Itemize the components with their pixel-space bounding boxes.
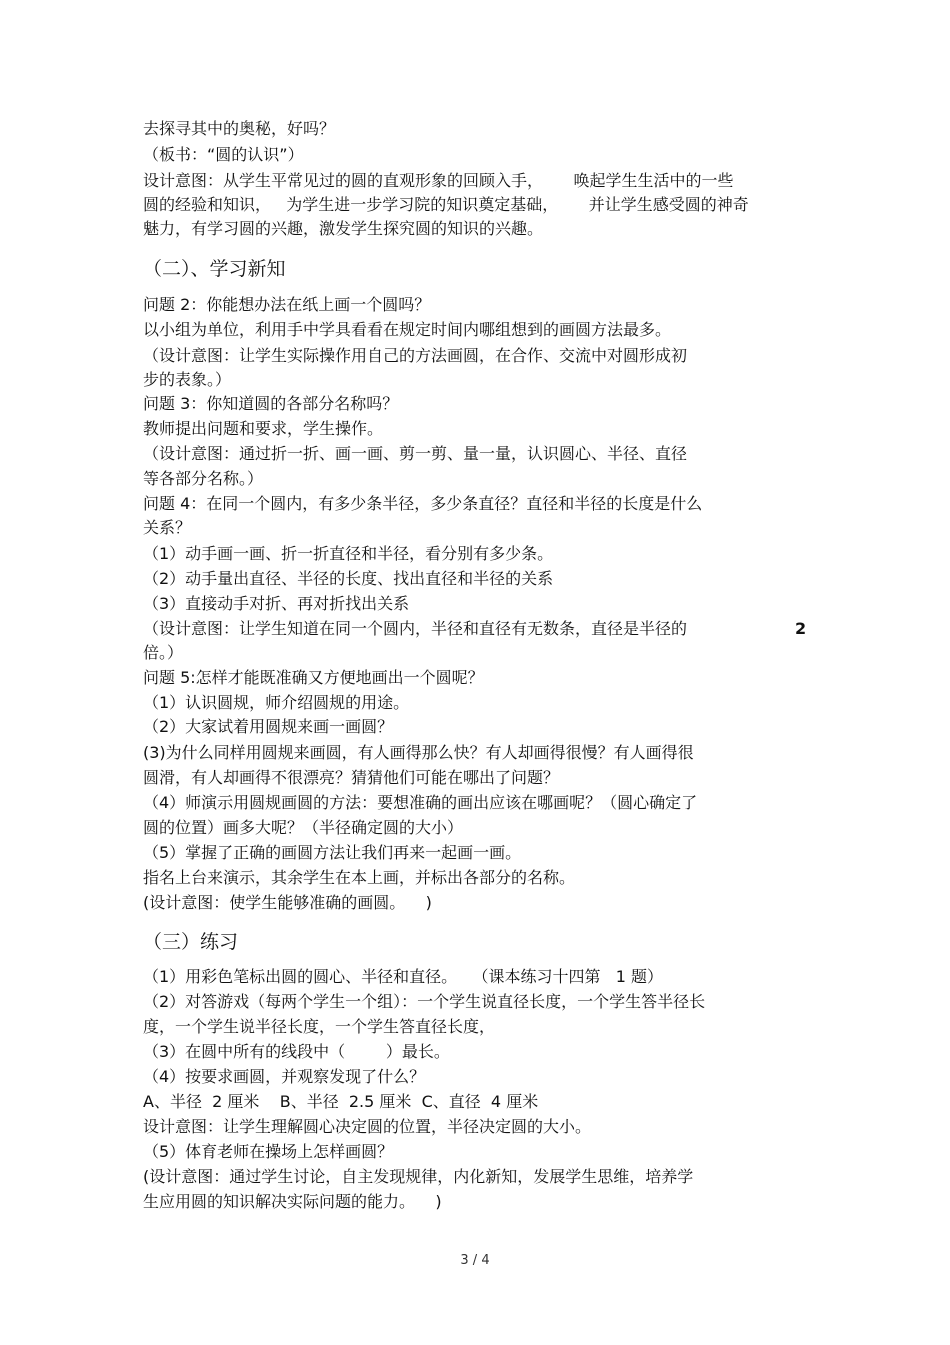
text-line: 去探寻其中的奥秘，好吗？ xyxy=(143,119,336,138)
text-line: （设计意图：通过折一折、画一画、剪一剪、量一量，认识圆心、半径、直径 xyxy=(143,444,688,463)
page-number: 3 / 4 xyxy=(460,1253,490,1268)
text-line: 倍。） xyxy=(143,643,184,662)
text-line: 设计意图：从学生平常见过的圆的直观形象的回顾入手， 唤起学生生活中的一些 xyxy=(143,171,734,190)
text-line: （设计意图：让学生知道在同一个圆内，半径和直径有无数条，直径是半径的 xyxy=(143,619,688,638)
text-line: （5）掌握了正确的画圆方法让我们再来一起画一画。 xyxy=(143,843,522,862)
text-line: (设计意图：使学生能够准确的画圆。 ) xyxy=(143,893,432,912)
text-line: （1）动手画一画、折一折直径和半径，看分别有多少条。 xyxy=(143,544,554,563)
text-line: （3）直接动手对折、再对折找出关系 xyxy=(143,594,410,613)
text-line: 度，一个学生说半径长度，一个学生答直径长度， xyxy=(143,1017,496,1036)
section-heading: （二）、学习新知 xyxy=(143,258,286,280)
text-line: 圆滑，有人却画得不很漂亮？猜猜他们可能在哪出了问题？ xyxy=(143,768,560,787)
text-line: （3）在圆中所有的线段中（ ）最长。 xyxy=(143,1042,450,1061)
text-line: （2）对答游戏（每两个学生一个组）：一个学生说直径长度，一个学生答半径长 xyxy=(143,992,706,1011)
section-heading: （三）练习 xyxy=(143,931,239,953)
text-line: 步的表象。） xyxy=(143,370,232,389)
text-line: 指名上台来演示，其余学生在本上画，并标出各部分的名称。 xyxy=(143,868,576,887)
text-line: 生应用圆的知识解决实际问题的能力。 ) xyxy=(143,1192,442,1211)
text-line: 问题 3：你知道圆的各部分名称吗？ xyxy=(143,394,399,413)
text-line: （设计意图：让学生实际操作用自己的方法画圆，在合作、交流中对圆形成初 xyxy=(143,346,688,365)
text-line: （板书：“圆的认识”） xyxy=(143,145,304,164)
text-line: 以小组为单位，利用手中学具看看在规定时间内哪组想到的画圆方法最多。 xyxy=(143,320,672,339)
text-line: （2）动手量出直径、半径的长度、找出直径和半径的关系 xyxy=(143,569,554,588)
text-line: （1）用彩色笔标出圆的圆心、半径和直径。 （课本练习十四第 1 题） xyxy=(143,967,663,986)
text-line: 圆的位置）画多大呢？（半径确定圆的大小） xyxy=(143,818,464,837)
text-line: 教师提出问题和要求，学生操作。 xyxy=(143,419,384,438)
text-line: （2）大家试着用圆规来画一画圆？ xyxy=(143,717,394,736)
text-line: （1）认识圆规，师介绍圆规的用途。 xyxy=(143,693,410,712)
text-line: A、半径 2 厘米 B、半径 2.5 厘米 C、直径 4 厘米 xyxy=(143,1092,539,1111)
text-line: 问题 4：在同一个圆内，有多少条半径，多少条直径？直径和半径的长度是什么 xyxy=(143,494,703,513)
margin-number: 2 xyxy=(795,619,807,638)
text-line: (设计意图：通过学生讨论，自主发现规律，内化新知，发展学生思维，培养学 xyxy=(143,1167,694,1186)
text-line: （4）按要求画圆，并观察发现了什么？ xyxy=(143,1067,426,1086)
text-line: （4）师演示用圆规画圆的方法：要想准确的画出应该在哪画呢？（圆心确定了 xyxy=(143,793,698,812)
text-line: 圆的经验和知识， 为学生进一步学习院的知识奠定基础， 并让学生感受圆的神奇 xyxy=(143,195,749,214)
text-line: (3)为什么同样用圆规来画圆，有人画得那么快？有人却画得很慢？有人画得很 xyxy=(143,743,694,762)
text-line: （5）体育老师在操场上怎样画圆？ xyxy=(143,1142,394,1161)
text-line: 魅力，有学习圆的兴趣，激发学生探究圆的知识的兴趣。 xyxy=(143,219,544,238)
text-line: 问题 5:怎样才能既准确又方便地画出一个圆呢？ xyxy=(143,668,484,687)
text-line: 等各部分名称。） xyxy=(143,469,264,488)
text-line: 设计意图：让学生理解圆心决定圆的位置，半径决定圆的大小。 xyxy=(143,1117,592,1136)
text-line: 问题 2：你能想办法在纸上画一个圆吗？ xyxy=(143,295,431,314)
text-line: 关系？ xyxy=(143,518,192,537)
